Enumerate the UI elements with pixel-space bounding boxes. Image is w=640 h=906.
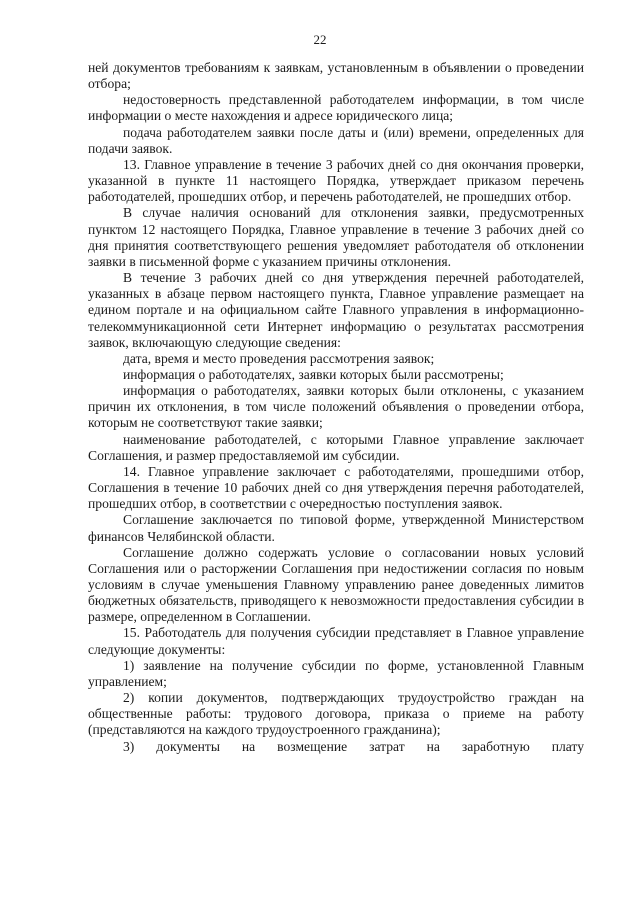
list-item-1: 1) заявление на получение субсидии по форме, установленной Главным управлением; <box>88 657 584 689</box>
document-body <box>88 60 584 755</box>
paragraph: наименование работодателей, с которыми Главное управление заключает Соглашения, и размер предоставляемой им субсидии. <box>88 431 584 463</box>
page-number: 22 <box>313 32 327 47</box>
paragraph: информация о работодателях, заявки которых были отклонены, с указанием причин их отклонения, в том числе положений объявления о проведении отбора, которым не соответствуют такие заявки; <box>88 383 584 431</box>
paragraph: В течение 3 рабочих дней со дня утверждения перечней работодателей, указанных в абзаце первом настоящего пункта, Главное управление размещает на едином портале и на официальном сайте Главного управления в информационно-телекоммуникационной сети Интернет информацию о результатах рассмотрения заявок, включающую следующие сведения: <box>88 270 584 350</box>
list-item-3: 3) документы на возмещение затрат на заработную плату <box>123 738 584 754</box>
paragraph-continuation: ней документов требованиям к заявкам, установленным в объявлении о проведении отбора; <box>88 60 584 92</box>
paragraph-item-13: 13. Главное управление в течение 3 рабочих дней со дня окончания проверки, указанной в пункте 11 настоящего Порядка, утверждает приказом перечень работодателей, прошедших отбор, и перечень работодателей, не прошедших отбор. <box>88 156 584 205</box>
list-item-2: 2) копии документов, подтверждающих трудоустройство граждан на общественные работы: трудового договора, приказа о приеме на работу (представляются на каждого трудоустроенного гражданина); <box>88 690 584 738</box>
paragraph: В случае наличия оснований для отклонения заявки, предусмотренных пунктом 12 настоящего Порядка, Главное управление в течение 3 рабочих дней со дня принятия соответствующего решения уведомляет работодателя об отклонении заявки в письменной форме с указанием причины отклонения. <box>88 205 584 269</box>
paragraph: Соглашение должно содержать условие о согласовании новых условий Соглашения или о расторжении Соглашения при недостижении согласия по новым условиям в случае уменьшения Главному управлению ранее доведенных лимитов бюджетных обязательств, приводящего к невозможности предоставления субсидии в размере, определенном в Соглашении. <box>88 544 584 625</box>
paragraph: информация о работодателях, заявки которых были рассмотрены; <box>123 366 504 382</box>
paragraph: подача работодателем заявки после даты и (или) времени, определенных для подачи заявок. <box>88 124 584 156</box>
paragraph-item-14: 14. Главное управление заключает с работодателями, прошедшими отбор, Соглашения в течение 10 рабочих дней со дня утверждения перечня работодателей, прошедших отбор, в соответствии с очередностью поступления заявок. <box>88 463 584 512</box>
paragraph-item-15: 15. Работодатель для получения субсидии представляет в Главное управление следующие документы: <box>88 625 584 657</box>
paragraph: недостоверность представленной работодателем информации, в том числе информации о месте нахождения и адресе юридического лица; <box>88 92 584 124</box>
paragraph: дата, время и место проведения рассмотрения заявок; <box>123 350 435 366</box>
paragraph: Соглашение заключается по типовой форме, утвержденной Министерством финансов Челябинской области. <box>88 512 584 544</box>
